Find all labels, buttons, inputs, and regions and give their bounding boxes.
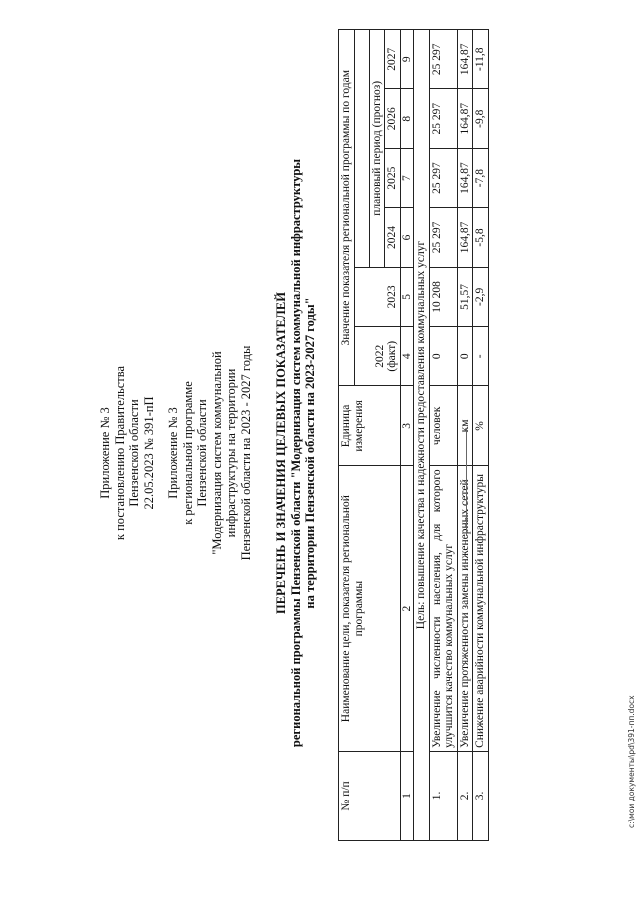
col-number: 7 — [400, 148, 414, 207]
appendix-regional-program — [166, 0, 253, 906]
value-2027: -11,8 — [473, 30, 489, 90]
col-number: 6 — [400, 208, 414, 267]
value-2022: 0 — [429, 327, 457, 386]
column-numbers-row — [400, 30, 414, 841]
header-num: № п/п — [339, 751, 401, 840]
table-row — [473, 30, 489, 841]
value-2024: -5,8 — [473, 208, 489, 267]
document-title — [274, 0, 318, 906]
appendix-line: Пензенской области на 2023 - 2027 годы — [238, 345, 253, 561]
header-year-2024: 2024 — [385, 208, 401, 267]
table-row — [457, 30, 473, 841]
value-2024: 164,87 — [457, 208, 473, 267]
value-2025: 25 297 — [429, 148, 457, 207]
value-2023: 10 208 — [429, 267, 457, 326]
row-unit: человек — [429, 386, 457, 466]
row-num: 1. — [429, 751, 457, 840]
table-row — [429, 30, 457, 841]
value-2023: -2,9 — [473, 267, 489, 326]
col-number: 4 — [400, 327, 414, 386]
appendix-line: "Модернизация систем коммунальной — [209, 351, 224, 555]
value-2026: -9,8 — [473, 89, 489, 148]
col-number: 5 — [400, 267, 414, 326]
row-name: Увеличение протяженности замены инженерных сетей — [457, 466, 473, 752]
header-year-2023: 2023 — [354, 267, 400, 326]
value-2026: 25 297 — [429, 89, 457, 148]
value-2025: 164,87 — [457, 148, 473, 207]
col-number: 2 — [400, 466, 414, 752]
header-spacer — [354, 30, 369, 268]
header-year-2027: 2027 — [385, 30, 401, 90]
header-year-2022: 2022 (факт) — [354, 327, 400, 386]
header-name: Наименование цели, показателя региональной программы — [339, 466, 401, 752]
appendix-line: к постановлению Правительства — [112, 365, 127, 541]
appendix-line: Приложение № 3 — [98, 407, 112, 499]
value-2027: 25 297 — [429, 30, 457, 90]
value-2022: - — [473, 327, 489, 386]
appendix-line: инфраструктуры на территории — [224, 368, 238, 538]
col-number: 9 — [400, 30, 414, 90]
row-num: 2. — [457, 751, 473, 840]
header-values: Значение показателя региональной программы по годам — [339, 30, 355, 386]
value-2022: 0 — [457, 327, 473, 386]
separator-line — [466, 428, 467, 536]
appendix-line: Приложение № 3 — [166, 407, 180, 499]
goal-row — [414, 30, 430, 841]
goal-text: Цель: повышение качества и надежности предоставления коммунальных услуг — [414, 30, 430, 841]
col-number: 8 — [400, 89, 414, 148]
footer-file-path: c:\мои документы\pd\391-пп.docx — [627, 695, 636, 828]
row-unit: км — [457, 386, 473, 466]
value-2027: 164,87 — [457, 30, 473, 90]
appendix-date-number: 22.05.2023 № 391-пП — [141, 396, 156, 510]
value-2024: 25 297 — [429, 208, 457, 267]
header-year-2026: 2026 — [385, 89, 401, 148]
row-unit: % — [473, 386, 489, 466]
appendix-line: Пензенской области — [127, 399, 141, 507]
header-forecast: плановый период (прогноз) — [369, 30, 385, 268]
appendix-govt-resolution — [98, 0, 156, 906]
col-number: 1 — [400, 751, 414, 840]
row-name: Увеличение численности населения, для которого улучшится качество коммунальных услуг — [429, 466, 457, 752]
title-line-3: на территории Пензенской области на 2023-2027 годы" — [303, 297, 317, 609]
row-num: 3. — [473, 751, 489, 840]
row-name: Снижение аварийности коммунальной инфраструктуры — [473, 466, 489, 752]
title-line-1: ПЕРЕЧЕНЬ И ЗНАЧЕНИЯ ЦЕЛЕВЫХ ПОКАЗАТЕЛЕЙ — [274, 292, 288, 615]
title-line-2: региональной программы Пензенской области "Модернизация систем коммунальной инфраструктуры — [288, 158, 303, 748]
value-2026: 164,87 — [457, 89, 473, 148]
header-unit: Единица измерения — [339, 386, 401, 466]
appendix-line: к региональной программе — [180, 381, 195, 525]
value-2025: -7,8 — [473, 148, 489, 207]
header-year-2025: 2025 — [385, 148, 401, 207]
appendix-line: Пензенской области — [195, 399, 209, 507]
col-number: 3 — [400, 386, 414, 466]
value-2023: 51,57 — [457, 267, 473, 326]
